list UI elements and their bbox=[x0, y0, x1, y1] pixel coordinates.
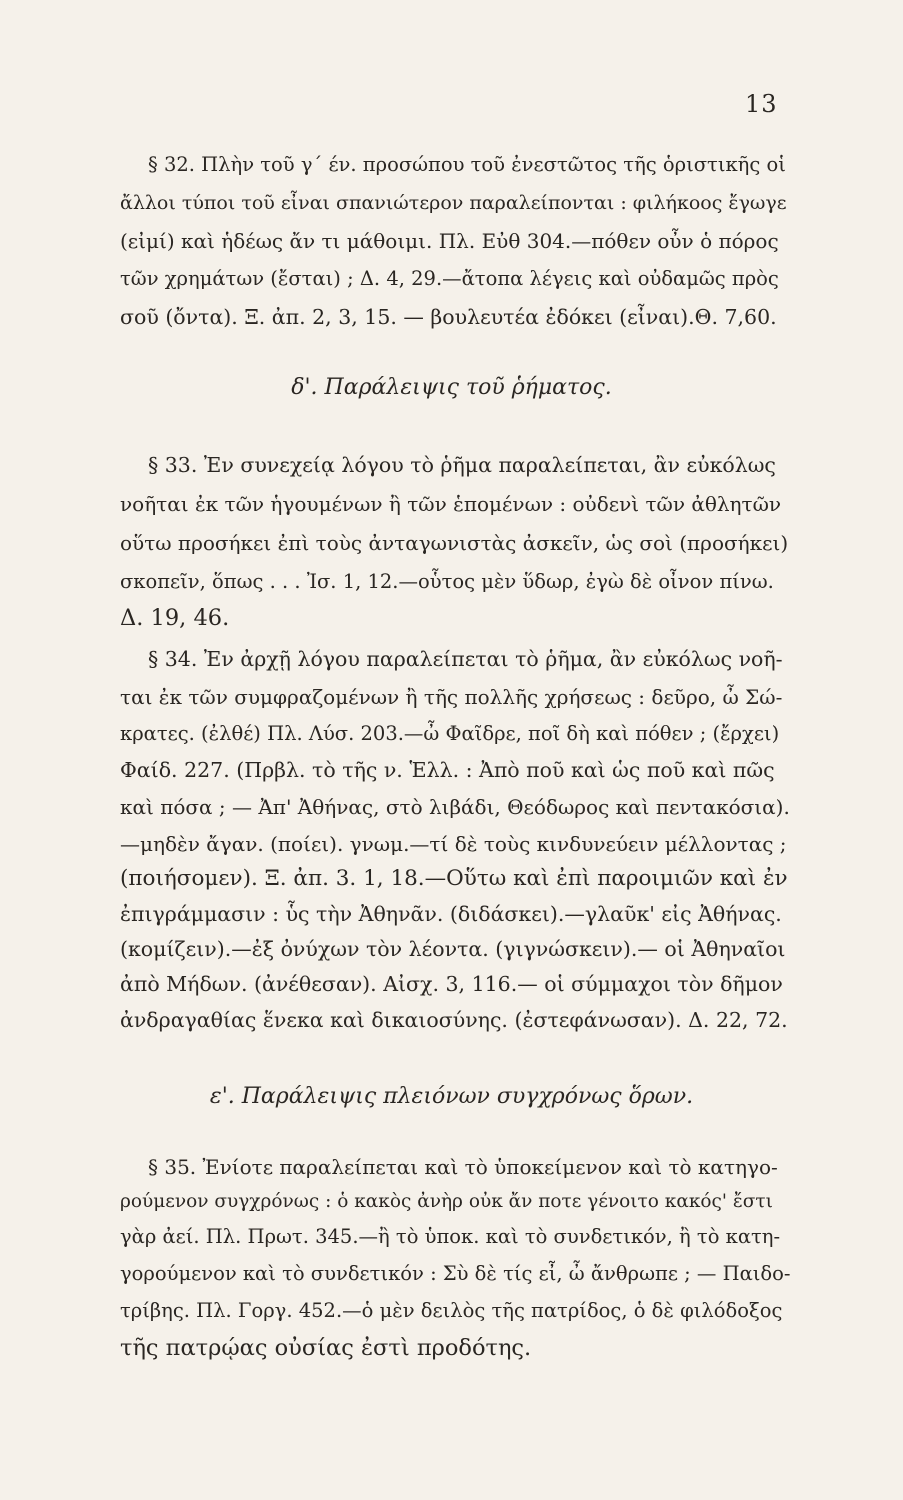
p34-line-5: καὶ πόσα ; — Ἀπ' Ἀθήνας, στὸ λιβάδι, Θεόδωρος καὶ πεντακόσια). bbox=[120, 795, 790, 819]
p35-line-4: γορούμενον καὶ τὸ συνδετικόν : Σὺ δὲ τίς εἶ, ὦ ἄνθρωπε ; — Παιδο- bbox=[120, 1262, 791, 1285]
section-heading-delta: δ'. Παράλειψις τοῦ ῥήματος. bbox=[291, 375, 612, 400]
p34-line-11: ἀνδραγαθίας ἕνεκα καὶ δικαιοσύνης. (ἐστεφάνωσαν). Δ. 22, 72. bbox=[120, 1008, 788, 1032]
p34-line-7: (ποιήσομεν). Ξ. ἀπ. 3. 1, 18.—Οὕτω καὶ ἐπὶ παροιμιῶν καὶ ἐν bbox=[120, 866, 788, 891]
p33-line-1: § 33. Ἐν συνεχείᾳ λόγου τὸ ῥῆμα παραλείπεται, ἂν εὐκόλως bbox=[148, 453, 776, 477]
p35-line-2: ρούμενον συγχρόνως : ὁ κακὸς ἀνὴρ οὐκ ἄν ποτε γένοιτο κακός' ἔστι bbox=[120, 1191, 773, 1212]
p33-line-5: Δ. 19, 46. bbox=[120, 605, 230, 631]
p32-line-2: ἄλλοι τύποι τοῦ εἶναι σπανιώτερον παραλείπονται : φιλήκοος ἔγωγε bbox=[120, 192, 787, 214]
p32-line-5: σοῦ (ὄντα). Ξ. ἀπ. 2, 3, 15. — βουλευτέα ἐδόκει (εἶναι).Θ. 7,60. bbox=[120, 305, 777, 329]
page-number: 13 bbox=[745, 90, 778, 118]
p34-line-6: —μηδὲν ἄγαν. (ποίει). γνωμ.—τί δὲ τοὺς κινδυνεύειν μέλλοντας ; bbox=[120, 832, 787, 856]
p32-line-1: § 32. Πλὴν τοῦ γ΄ έν. προσώπου τοῦ ἐνεστῶτος τῆς ὁριστικῆς οἱ bbox=[148, 153, 786, 176]
p32-line-4: τῶν χρημάτων (ἔσται) ; Δ. 4, 29.—ἄτοπα λέγεις καὶ οὐδαμῶς πρὸς bbox=[120, 267, 779, 290]
p35-line-3: γὰρ ἀεί. Πλ. Πρωτ. 345.—ἢ τὸ ὑποκ. καὶ τὸ συνδετικόν, ἢ τὸ κατη- bbox=[120, 1225, 781, 1248]
p33-line-3: οὕτω προσήκει ἐπὶ τοὺς ἀνταγωνιστὰς ἀσκεῖν, ὡς σοὶ (προσήκει) bbox=[120, 531, 789, 555]
p34-line-3: κρατες. (ἐλθέ) Πλ. Λύσ. 203.—ὦ Φαῖδρε, ποῖ δὴ καὶ πόθεν ; (ἔρχει) bbox=[120, 722, 780, 745]
p35-line-6: τῆς πατρῴας οὐσίας ἐστὶ προδότης. bbox=[120, 1335, 532, 1361]
p34-line-2: ται ἐκ τῶν συμφραζομένων ἢ τῆς πολλῆς χρήσεως : δεῦρο, ὦ Σώ- bbox=[120, 685, 783, 709]
p34-line-4: Φαίδ. 227. (Πρβλ. τὸ τῆς ν. Ἑλλ. : Ἀπὸ ποῦ καὶ ὡς ποῦ καὶ πῶς bbox=[120, 758, 775, 782]
p34-line-1: § 34. Ἐν ἀρχῇ λόγου παραλείπεται τὸ ῥῆμα, ἂν εὐκόλως νοῆ- bbox=[148, 647, 783, 671]
p34-line-10: ἀπὸ Μήδων. (ἀνέθεσαν). Αἰσχ. 3, 116.— οἱ σύμμαχοι τὸν δῆμον bbox=[120, 972, 783, 996]
p33-line-4: σκοπεῖν, ὅπως . . . Ἰσ. 1, 12.—οὗτος μὲν ὕδωρ, ἐγὼ δὲ οἶνον πίνω. bbox=[120, 570, 774, 593]
p34-line-9: (κομίζειν).—ἐξ ὀνύχων τὸν λέοντα. (γιγνώσκειν).— οἱ Ἀθηναῖοι bbox=[120, 937, 786, 961]
p35-line-1: § 35. Ἐνίοτε παραλείπεται καὶ τὸ ὑποκείμενον καὶ τὸ κατηγο- bbox=[148, 1155, 778, 1179]
section-heading-epsilon: ε'. Παράλειψις πλειόνων συγχρόνως ὅρων. bbox=[209, 1084, 694, 1109]
p34-line-8: ἐπιγράμμασιν : ὗς τὴν Ἀθηνᾶν. (διδάσκει).—γλαῦκ' εἰς Ἀθήνας. bbox=[120, 902, 782, 926]
p35-line-5: τρίβης. Πλ. Γοργ. 452.—ὁ μὲν δειλὸς τῆς πατρίδος, ὁ δὲ φιλόδοξος bbox=[120, 1299, 783, 1322]
p33-line-2: νοῆται ἐκ τῶν ἡγουμένων ἢ τῶν ἑπομένων : οὐδενὶ τῶν ἀθλητῶν bbox=[120, 492, 782, 516]
p32-line-3: (εἰμί) καὶ ἡδέως ἄν τι μάθοιμι. Πλ. Εὐθ 304.—πόθεν οὖν ὁ πόρος bbox=[120, 229, 779, 253]
